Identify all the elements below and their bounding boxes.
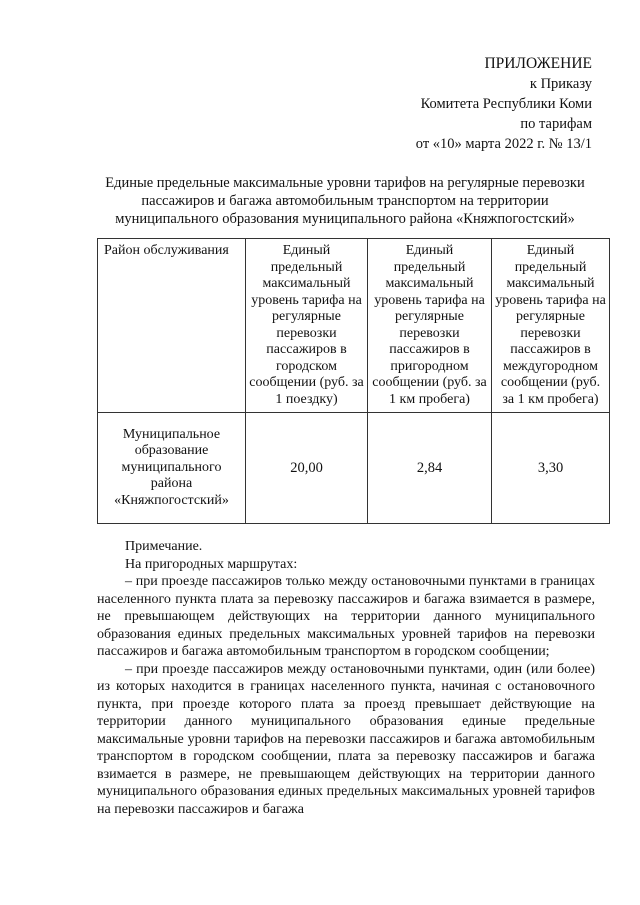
appendix-title: ПРИЛОЖЕНИЕ: [484, 55, 592, 72]
note-subtitle: На пригородных маршрутах:: [125, 556, 298, 572]
table-header-row: [98, 239, 610, 413]
cell-city-tariff: 20,00: [246, 413, 368, 524]
committee-subject: по тарифам: [520, 116, 592, 132]
tariff-table: [97, 238, 610, 524]
note-paragraph-2: – при проезде пассажиров между остановочными пунктами, один (или более) из которых находится в границах населенного пункта, начиная с остановочного пункта, при проезде которого плата за проезд превышает действующие на территории данного муниципального образования единые предельные максимальные уровни тарифов на перевозки пассажиров и багажа автомобильным транспортом в городском сообщении, плата за перевозку пассажиров и багажа взимается в размере, не превышающем действующих на территории данного муниципального образования единых предельных максимальных уровней тарифов на перевозки пассажиров и багажа: [97, 661, 595, 817]
committee-name: Комитета Республики Коми: [420, 96, 592, 112]
note-paragraph-1: – при проезде пассажиров только между остановочными пунктами в границах населенного пункта плата за перевозку пассажиров и багажа взимается в размере, не превышающем действующих на территории данного муниципального образования единых предельных максимальных уровней тарифов на перевозки пассажиров и багажа автомобильным транспортом в городском сообщении;: [97, 574, 595, 659]
order-reference: к Приказу: [529, 76, 592, 92]
header-suburban-tariff: Единый предельный максимальный уровень тарифа на регулярные перевозки пассажиров в пригородном сообщении (руб. за 1 км пробега): [368, 239, 492, 413]
cell-suburban-tariff: 2,84: [368, 413, 492, 524]
header-service-area: Район обслуживания: [98, 239, 246, 413]
note-title: Примечание.: [125, 539, 203, 554]
header-intercity-tariff: Единый предельный максимальный уровень тарифа на регулярные перевозки пассажиров в междугородном сообщении (руб. за 1 км пробега): [492, 239, 610, 413]
appendix-header: [416, 54, 592, 154]
cell-service-area: Муниципальное образование муниципального района «Княжпогостский»: [98, 413, 246, 524]
order-date-number: от «10» марта 2022 г. № 13/1: [415, 136, 592, 152]
header-city-tariff: Единый предельный максимальный уровень тарифа на регулярные перевозки пассажиров в городском сообщении (руб. за 1 поездку): [246, 239, 368, 413]
cell-intercity-tariff: 3,30: [492, 413, 610, 524]
document-title: Единые предельные максимальные уровни тарифов на регулярные перевозки пассажиров и багажа автомобильным транспортом на территории муниципального образования муниципального района «Княжпогостский»: [105, 175, 585, 227]
note-section: [97, 538, 595, 818]
table-row: [98, 413, 610, 524]
